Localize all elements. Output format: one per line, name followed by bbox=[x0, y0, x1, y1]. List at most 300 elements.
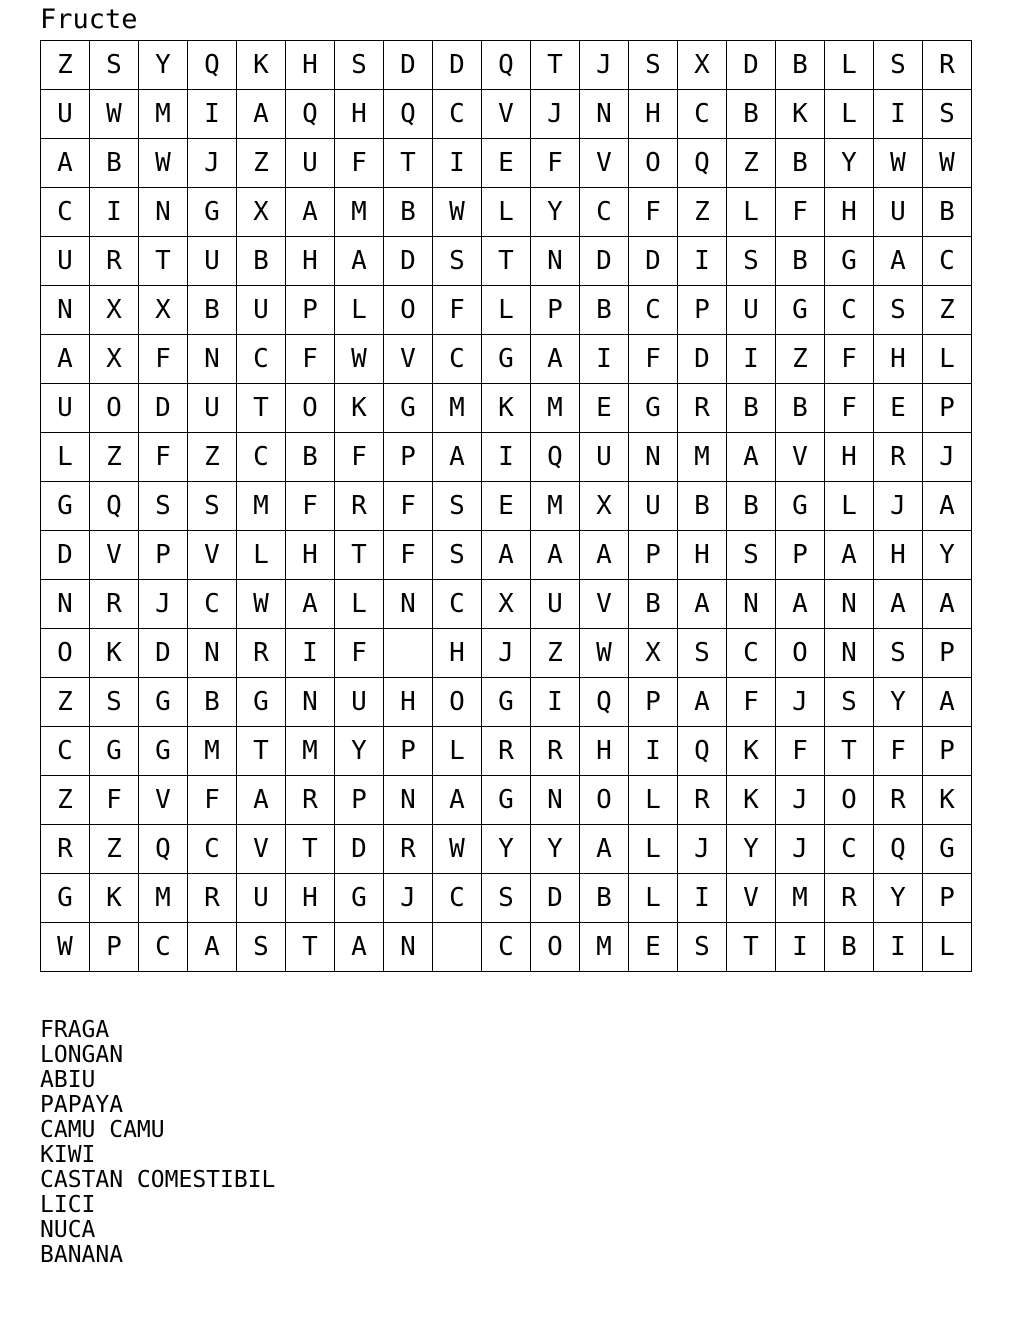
grid-cell[interactable]: R bbox=[482, 727, 531, 776]
grid-cell[interactable]: B bbox=[188, 678, 237, 727]
grid-cell[interactable]: B bbox=[629, 580, 678, 629]
grid-cell[interactable]: I bbox=[482, 433, 531, 482]
grid-cell[interactable]: D bbox=[727, 41, 776, 90]
grid-cell[interactable]: Y bbox=[482, 825, 531, 874]
grid-cell[interactable]: F bbox=[776, 727, 825, 776]
grid-cell[interactable]: B bbox=[678, 482, 727, 531]
grid-cell[interactable]: Y bbox=[531, 188, 580, 237]
grid-cell[interactable]: U bbox=[41, 237, 90, 286]
grid-cell[interactable]: Y bbox=[727, 825, 776, 874]
grid-cell[interactable]: F bbox=[531, 139, 580, 188]
grid-cell[interactable]: Y bbox=[335, 727, 384, 776]
grid-cell[interactable]: R bbox=[188, 874, 237, 923]
grid-cell[interactable]: Z bbox=[531, 629, 580, 678]
grid-cell[interactable]: Q bbox=[678, 139, 727, 188]
grid-cell[interactable]: U bbox=[237, 286, 286, 335]
grid-cell[interactable]: A bbox=[237, 776, 286, 825]
grid-cell[interactable]: F bbox=[629, 188, 678, 237]
grid-cell[interactable]: Z bbox=[188, 433, 237, 482]
grid-cell[interactable]: F bbox=[727, 678, 776, 727]
grid-cell[interactable]: M bbox=[580, 923, 629, 972]
grid-cell[interactable]: S bbox=[727, 531, 776, 580]
grid-cell[interactable]: P bbox=[384, 727, 433, 776]
grid-cell[interactable]: C bbox=[433, 580, 482, 629]
grid-cell[interactable]: A bbox=[237, 90, 286, 139]
grid-cell[interactable]: R bbox=[531, 727, 580, 776]
grid-cell[interactable]: S bbox=[874, 286, 923, 335]
grid-cell[interactable]: B bbox=[286, 433, 335, 482]
grid-cell[interactable]: X bbox=[580, 482, 629, 531]
grid-cell[interactable]: V bbox=[580, 580, 629, 629]
grid-cell[interactable]: V bbox=[237, 825, 286, 874]
grid-cell[interactable]: A bbox=[531, 335, 580, 384]
grid-cell[interactable]: Q bbox=[531, 433, 580, 482]
grid-cell[interactable]: G bbox=[188, 188, 237, 237]
grid-cell[interactable]: O bbox=[90, 384, 139, 433]
grid-cell[interactable]: F bbox=[139, 335, 188, 384]
grid-cell[interactable]: A bbox=[433, 776, 482, 825]
grid-cell[interactable]: Q bbox=[286, 90, 335, 139]
grid-cell[interactable]: H bbox=[580, 727, 629, 776]
grid-cell[interactable]: A bbox=[727, 433, 776, 482]
grid-cell[interactable]: A bbox=[580, 825, 629, 874]
grid-cell[interactable]: O bbox=[825, 776, 874, 825]
grid-cell[interactable]: S bbox=[482, 874, 531, 923]
grid-cell[interactable]: L bbox=[433, 727, 482, 776]
grid-cell[interactable]: X bbox=[482, 580, 531, 629]
grid-cell[interactable]: C bbox=[237, 433, 286, 482]
grid-cell[interactable]: G bbox=[629, 384, 678, 433]
grid-cell[interactable]: D bbox=[531, 874, 580, 923]
grid-cell[interactable]: T bbox=[286, 825, 335, 874]
grid-cell[interactable]: T bbox=[531, 41, 580, 90]
grid-cell[interactable]: U bbox=[41, 90, 90, 139]
grid-cell[interactable]: N bbox=[629, 433, 678, 482]
grid-cell[interactable]: V bbox=[482, 90, 531, 139]
grid-cell[interactable]: C bbox=[923, 237, 972, 286]
grid-cell[interactable]: H bbox=[874, 531, 923, 580]
grid-cell[interactable]: J bbox=[678, 825, 727, 874]
grid-cell[interactable]: H bbox=[335, 90, 384, 139]
grid-cell[interactable]: R bbox=[41, 825, 90, 874]
grid-cell[interactable]: Z bbox=[90, 433, 139, 482]
grid-cell[interactable]: D bbox=[678, 335, 727, 384]
grid-cell[interactable]: J bbox=[776, 678, 825, 727]
grid-cell[interactable]: C bbox=[433, 874, 482, 923]
grid-cell[interactable]: F bbox=[825, 384, 874, 433]
grid-cell[interactable]: I bbox=[286, 629, 335, 678]
grid-cell[interactable]: P bbox=[923, 384, 972, 433]
grid-cell[interactable]: I bbox=[678, 237, 727, 286]
grid-cell[interactable]: J bbox=[482, 629, 531, 678]
grid-cell[interactable]: N bbox=[41, 286, 90, 335]
grid-cell[interactable]: M bbox=[678, 433, 727, 482]
grid-cell[interactable]: I bbox=[433, 139, 482, 188]
grid-cell[interactable]: U bbox=[237, 874, 286, 923]
grid-cell[interactable]: C bbox=[727, 629, 776, 678]
grid-cell[interactable]: M bbox=[531, 384, 580, 433]
grid-cell[interactable]: L bbox=[41, 433, 90, 482]
grid-cell[interactable]: R bbox=[678, 384, 727, 433]
grid-cell[interactable]: E bbox=[580, 384, 629, 433]
grid-cell[interactable]: T bbox=[286, 923, 335, 972]
grid-cell[interactable]: B bbox=[727, 384, 776, 433]
grid-cell[interactable]: D bbox=[335, 825, 384, 874]
grid-cell[interactable]: W bbox=[580, 629, 629, 678]
grid-cell[interactable]: P bbox=[90, 923, 139, 972]
grid-cell[interactable]: G bbox=[237, 678, 286, 727]
grid-cell[interactable]: C bbox=[482, 923, 531, 972]
grid-cell[interactable]: Z bbox=[923, 286, 972, 335]
grid-cell[interactable]: H bbox=[433, 629, 482, 678]
grid-cell[interactable]: T bbox=[237, 384, 286, 433]
grid-cell[interactable]: V bbox=[776, 433, 825, 482]
grid-cell[interactable]: N bbox=[531, 776, 580, 825]
grid-cell[interactable]: F bbox=[286, 482, 335, 531]
grid-cell[interactable]: P bbox=[776, 531, 825, 580]
grid-cell[interactable]: F bbox=[384, 531, 433, 580]
grid-cell[interactable]: B bbox=[237, 237, 286, 286]
grid-cell[interactable]: P bbox=[923, 874, 972, 923]
grid-cell[interactable]: I bbox=[629, 727, 678, 776]
grid-cell[interactable]: P bbox=[629, 678, 678, 727]
grid-cell[interactable]: W bbox=[335, 335, 384, 384]
grid-cell[interactable]: S bbox=[874, 629, 923, 678]
grid-cell[interactable]: A bbox=[433, 433, 482, 482]
grid-cell[interactable]: U bbox=[580, 433, 629, 482]
grid-cell[interactable]: S bbox=[188, 482, 237, 531]
grid-cell[interactable]: H bbox=[629, 90, 678, 139]
grid-cell[interactable]: Q bbox=[482, 41, 531, 90]
grid-cell[interactable]: N bbox=[384, 776, 433, 825]
grid-cell[interactable]: Q bbox=[90, 482, 139, 531]
grid-cell[interactable]: C bbox=[433, 335, 482, 384]
grid-cell[interactable]: B bbox=[776, 41, 825, 90]
grid-cell[interactable]: G bbox=[335, 874, 384, 923]
grid-cell[interactable]: W bbox=[139, 139, 188, 188]
grid-cell[interactable]: T bbox=[139, 237, 188, 286]
grid-cell[interactable]: X bbox=[629, 629, 678, 678]
grid-cell[interactable]: X bbox=[90, 335, 139, 384]
grid-cell[interactable]: E bbox=[482, 482, 531, 531]
grid-cell[interactable]: D bbox=[384, 41, 433, 90]
grid-cell[interactable]: G bbox=[482, 678, 531, 727]
grid-cell[interactable]: P bbox=[923, 629, 972, 678]
grid-cell[interactable]: O bbox=[41, 629, 90, 678]
grid-cell[interactable]: A bbox=[41, 335, 90, 384]
grid-cell[interactable]: P bbox=[629, 531, 678, 580]
grid-cell[interactable]: R bbox=[90, 580, 139, 629]
grid-cell[interactable]: C bbox=[188, 825, 237, 874]
grid-cell[interactable]: Z bbox=[41, 776, 90, 825]
grid-cell[interactable]: F bbox=[629, 335, 678, 384]
grid-cell[interactable]: N bbox=[531, 237, 580, 286]
grid-cell[interactable]: Y bbox=[531, 825, 580, 874]
grid-cell[interactable]: C bbox=[825, 286, 874, 335]
grid-cell[interactable]: S bbox=[433, 531, 482, 580]
grid-cell[interactable]: S bbox=[874, 41, 923, 90]
grid-cell[interactable]: C bbox=[629, 286, 678, 335]
grid-cell[interactable]: X bbox=[237, 188, 286, 237]
grid-cell[interactable]: A bbox=[923, 678, 972, 727]
grid-cell[interactable]: R bbox=[825, 874, 874, 923]
grid-cell[interactable]: S bbox=[678, 923, 727, 972]
grid-cell[interactable]: R bbox=[90, 237, 139, 286]
grid-cell[interactable]: D bbox=[139, 384, 188, 433]
grid-cell[interactable]: F bbox=[335, 139, 384, 188]
grid-cell[interactable]: C bbox=[139, 923, 188, 972]
grid-cell[interactable]: B bbox=[727, 90, 776, 139]
grid-cell[interactable]: T bbox=[482, 237, 531, 286]
grid-cell[interactable]: I bbox=[580, 335, 629, 384]
grid-cell[interactable]: N bbox=[825, 580, 874, 629]
grid-cell[interactable]: D bbox=[629, 237, 678, 286]
grid-cell[interactable]: N bbox=[286, 678, 335, 727]
grid-cell[interactable]: G bbox=[482, 776, 531, 825]
grid-cell[interactable]: I bbox=[874, 923, 923, 972]
grid-cell[interactable]: A bbox=[286, 188, 335, 237]
grid-cell[interactable]: B bbox=[776, 237, 825, 286]
grid-cell[interactable]: N bbox=[580, 90, 629, 139]
grid-cell[interactable]: H bbox=[874, 335, 923, 384]
grid-cell[interactable]: C bbox=[580, 188, 629, 237]
grid-cell[interactable]: W bbox=[237, 580, 286, 629]
grid-cell[interactable]: G bbox=[384, 384, 433, 433]
grid-cell[interactable]: E bbox=[874, 384, 923, 433]
grid-cell[interactable]: C bbox=[41, 188, 90, 237]
grid-cell[interactable]: L bbox=[335, 580, 384, 629]
grid-cell[interactable]: S bbox=[237, 923, 286, 972]
grid-cell[interactable]: Y bbox=[923, 531, 972, 580]
grid-cell[interactable]: H bbox=[825, 188, 874, 237]
grid-cell[interactable]: U bbox=[727, 286, 776, 335]
grid-cell[interactable]: P bbox=[923, 727, 972, 776]
grid-cell[interactable]: S bbox=[727, 237, 776, 286]
grid-cell[interactable]: Y bbox=[874, 874, 923, 923]
grid-cell[interactable]: F bbox=[139, 433, 188, 482]
grid-cell[interactable]: Y bbox=[139, 41, 188, 90]
grid-cell[interactable]: B bbox=[923, 188, 972, 237]
grid-cell[interactable]: K bbox=[237, 41, 286, 90]
grid-cell[interactable]: H bbox=[286, 41, 335, 90]
grid-cell[interactable]: F bbox=[286, 335, 335, 384]
grid-cell[interactable]: A bbox=[188, 923, 237, 972]
grid-cell[interactable]: C bbox=[678, 90, 727, 139]
grid-cell[interactable]: S bbox=[678, 629, 727, 678]
grid-cell[interactable]: D bbox=[41, 531, 90, 580]
grid-cell[interactable]: J bbox=[580, 41, 629, 90]
grid-cell[interactable] bbox=[384, 629, 433, 678]
grid-cell[interactable]: A bbox=[874, 237, 923, 286]
grid-cell[interactable]: F bbox=[335, 433, 384, 482]
grid-cell[interactable]: L bbox=[237, 531, 286, 580]
grid-cell[interactable]: L bbox=[923, 335, 972, 384]
grid-cell[interactable]: B bbox=[580, 874, 629, 923]
grid-cell[interactable]: A bbox=[482, 531, 531, 580]
grid-cell[interactable]: F bbox=[825, 335, 874, 384]
grid-cell[interactable]: A bbox=[874, 580, 923, 629]
grid-cell[interactable]: B bbox=[776, 384, 825, 433]
grid-cell[interactable]: D bbox=[139, 629, 188, 678]
grid-cell[interactable]: R bbox=[237, 629, 286, 678]
grid-cell[interactable]: G bbox=[776, 482, 825, 531]
grid-cell[interactable]: A bbox=[335, 923, 384, 972]
grid-cell[interactable]: R bbox=[923, 41, 972, 90]
grid-cell[interactable]: W bbox=[433, 825, 482, 874]
grid-cell[interactable]: A bbox=[678, 678, 727, 727]
grid-cell[interactable]: B bbox=[825, 923, 874, 972]
grid-cell[interactable]: R bbox=[335, 482, 384, 531]
grid-cell[interactable]: Q bbox=[139, 825, 188, 874]
grid-cell[interactable]: N bbox=[188, 335, 237, 384]
grid-cell[interactable]: W bbox=[433, 188, 482, 237]
grid-cell[interactable]: K bbox=[482, 384, 531, 433]
grid-cell[interactable]: I bbox=[531, 678, 580, 727]
grid-cell[interactable]: B bbox=[384, 188, 433, 237]
grid-cell[interactable]: I bbox=[188, 90, 237, 139]
grid-cell[interactable]: K bbox=[90, 629, 139, 678]
grid-cell[interactable]: X bbox=[90, 286, 139, 335]
grid-cell[interactable]: P bbox=[531, 286, 580, 335]
grid-cell[interactable]: F bbox=[90, 776, 139, 825]
grid-cell[interactable]: H bbox=[286, 531, 335, 580]
grid-cell[interactable]: A bbox=[286, 580, 335, 629]
grid-cell[interactable]: L bbox=[825, 482, 874, 531]
grid-cell[interactable]: P bbox=[678, 286, 727, 335]
grid-cell[interactable]: Z bbox=[41, 41, 90, 90]
grid-cell[interactable]: H bbox=[286, 237, 335, 286]
grid-cell[interactable]: P bbox=[286, 286, 335, 335]
grid-cell[interactable]: S bbox=[139, 482, 188, 531]
grid-cell[interactable]: U bbox=[41, 384, 90, 433]
grid-cell[interactable]: Y bbox=[825, 139, 874, 188]
grid-cell[interactable]: U bbox=[531, 580, 580, 629]
grid-cell[interactable]: Z bbox=[776, 335, 825, 384]
grid-cell[interactable]: G bbox=[923, 825, 972, 874]
grid-cell[interactable]: B bbox=[727, 482, 776, 531]
grid-cell[interactable]: F bbox=[384, 482, 433, 531]
grid-cell[interactable]: G bbox=[41, 482, 90, 531]
grid-cell[interactable]: G bbox=[776, 286, 825, 335]
grid-cell[interactable]: N bbox=[41, 580, 90, 629]
grid-cell[interactable]: T bbox=[727, 923, 776, 972]
grid-cell[interactable]: C bbox=[433, 90, 482, 139]
grid-cell[interactable]: K bbox=[727, 727, 776, 776]
grid-cell[interactable]: W bbox=[923, 139, 972, 188]
grid-cell[interactable]: A bbox=[580, 531, 629, 580]
grid-cell[interactable]: S bbox=[90, 678, 139, 727]
grid-cell[interactable]: Q bbox=[678, 727, 727, 776]
grid-cell[interactable]: S bbox=[90, 41, 139, 90]
grid-cell[interactable]: A bbox=[335, 237, 384, 286]
grid-cell[interactable]: Q bbox=[874, 825, 923, 874]
grid-cell[interactable]: B bbox=[188, 286, 237, 335]
grid-cell[interactable]: W bbox=[41, 923, 90, 972]
grid-cell[interactable]: A bbox=[41, 139, 90, 188]
grid-cell[interactable]: S bbox=[923, 90, 972, 139]
grid-cell[interactable]: C bbox=[188, 580, 237, 629]
grid-cell[interactable]: F bbox=[433, 286, 482, 335]
grid-cell[interactable]: R bbox=[678, 776, 727, 825]
grid-cell[interactable]: Z bbox=[237, 139, 286, 188]
grid-cell[interactable]: M bbox=[188, 727, 237, 776]
grid-cell[interactable]: T bbox=[825, 727, 874, 776]
grid-cell[interactable]: I bbox=[727, 335, 776, 384]
grid-cell[interactable]: W bbox=[90, 90, 139, 139]
grid-cell[interactable]: N bbox=[139, 188, 188, 237]
grid-cell[interactable]: E bbox=[629, 923, 678, 972]
grid-cell[interactable]: P bbox=[335, 776, 384, 825]
grid-cell[interactable]: V bbox=[727, 874, 776, 923]
grid-cell[interactable]: A bbox=[923, 580, 972, 629]
grid-cell[interactable]: P bbox=[139, 531, 188, 580]
grid-cell[interactable]: S bbox=[433, 482, 482, 531]
grid-cell[interactable]: V bbox=[384, 335, 433, 384]
grid-cell[interactable]: M bbox=[139, 90, 188, 139]
grid-cell[interactable]: V bbox=[188, 531, 237, 580]
grid-cell[interactable]: T bbox=[384, 139, 433, 188]
grid-cell[interactable]: K bbox=[923, 776, 972, 825]
grid-cell[interactable]: L bbox=[923, 923, 972, 972]
grid-cell[interactable]: K bbox=[335, 384, 384, 433]
grid-cell[interactable]: S bbox=[629, 41, 678, 90]
grid-cell[interactable]: O bbox=[433, 678, 482, 727]
grid-cell[interactable]: G bbox=[41, 874, 90, 923]
grid-cell[interactable]: N bbox=[384, 580, 433, 629]
grid-cell[interactable]: L bbox=[825, 41, 874, 90]
grid-cell[interactable]: C bbox=[41, 727, 90, 776]
grid-cell[interactable]: B bbox=[776, 139, 825, 188]
grid-cell[interactable]: I bbox=[678, 874, 727, 923]
grid-cell[interactable]: U bbox=[286, 139, 335, 188]
grid-cell[interactable]: L bbox=[727, 188, 776, 237]
grid-cell[interactable]: J bbox=[188, 139, 237, 188]
grid-cell[interactable]: R bbox=[874, 433, 923, 482]
grid-cell[interactable]: O bbox=[531, 923, 580, 972]
grid-cell[interactable]: O bbox=[776, 629, 825, 678]
grid-cell[interactable]: V bbox=[90, 531, 139, 580]
grid-cell[interactable]: J bbox=[531, 90, 580, 139]
grid-cell[interactable]: F bbox=[874, 727, 923, 776]
grid-cell[interactable]: R bbox=[286, 776, 335, 825]
grid-cell[interactable]: Z bbox=[41, 678, 90, 727]
grid-cell[interactable]: J bbox=[923, 433, 972, 482]
grid-cell[interactable]: S bbox=[335, 41, 384, 90]
grid-cell[interactable]: S bbox=[433, 237, 482, 286]
grid-cell[interactable]: F bbox=[776, 188, 825, 237]
grid-cell[interactable]: L bbox=[482, 188, 531, 237]
grid-cell[interactable]: I bbox=[90, 188, 139, 237]
grid-cell[interactable]: M bbox=[776, 874, 825, 923]
grid-cell[interactable]: Q bbox=[384, 90, 433, 139]
grid-cell[interactable]: X bbox=[139, 286, 188, 335]
grid-cell[interactable]: V bbox=[580, 139, 629, 188]
grid-cell[interactable]: J bbox=[776, 776, 825, 825]
grid-cell[interactable]: H bbox=[286, 874, 335, 923]
grid-cell[interactable]: J bbox=[874, 482, 923, 531]
grid-cell[interactable]: K bbox=[727, 776, 776, 825]
grid-cell[interactable]: L bbox=[629, 825, 678, 874]
grid-cell[interactable]: H bbox=[384, 678, 433, 727]
grid-cell[interactable]: N bbox=[188, 629, 237, 678]
grid-cell[interactable]: M bbox=[286, 727, 335, 776]
grid-cell[interactable]: O bbox=[580, 776, 629, 825]
grid-cell[interactable]: H bbox=[678, 531, 727, 580]
grid-cell[interactable] bbox=[433, 923, 482, 972]
grid-cell[interactable]: O bbox=[384, 286, 433, 335]
grid-cell[interactable]: W bbox=[874, 139, 923, 188]
grid-cell[interactable]: A bbox=[923, 482, 972, 531]
